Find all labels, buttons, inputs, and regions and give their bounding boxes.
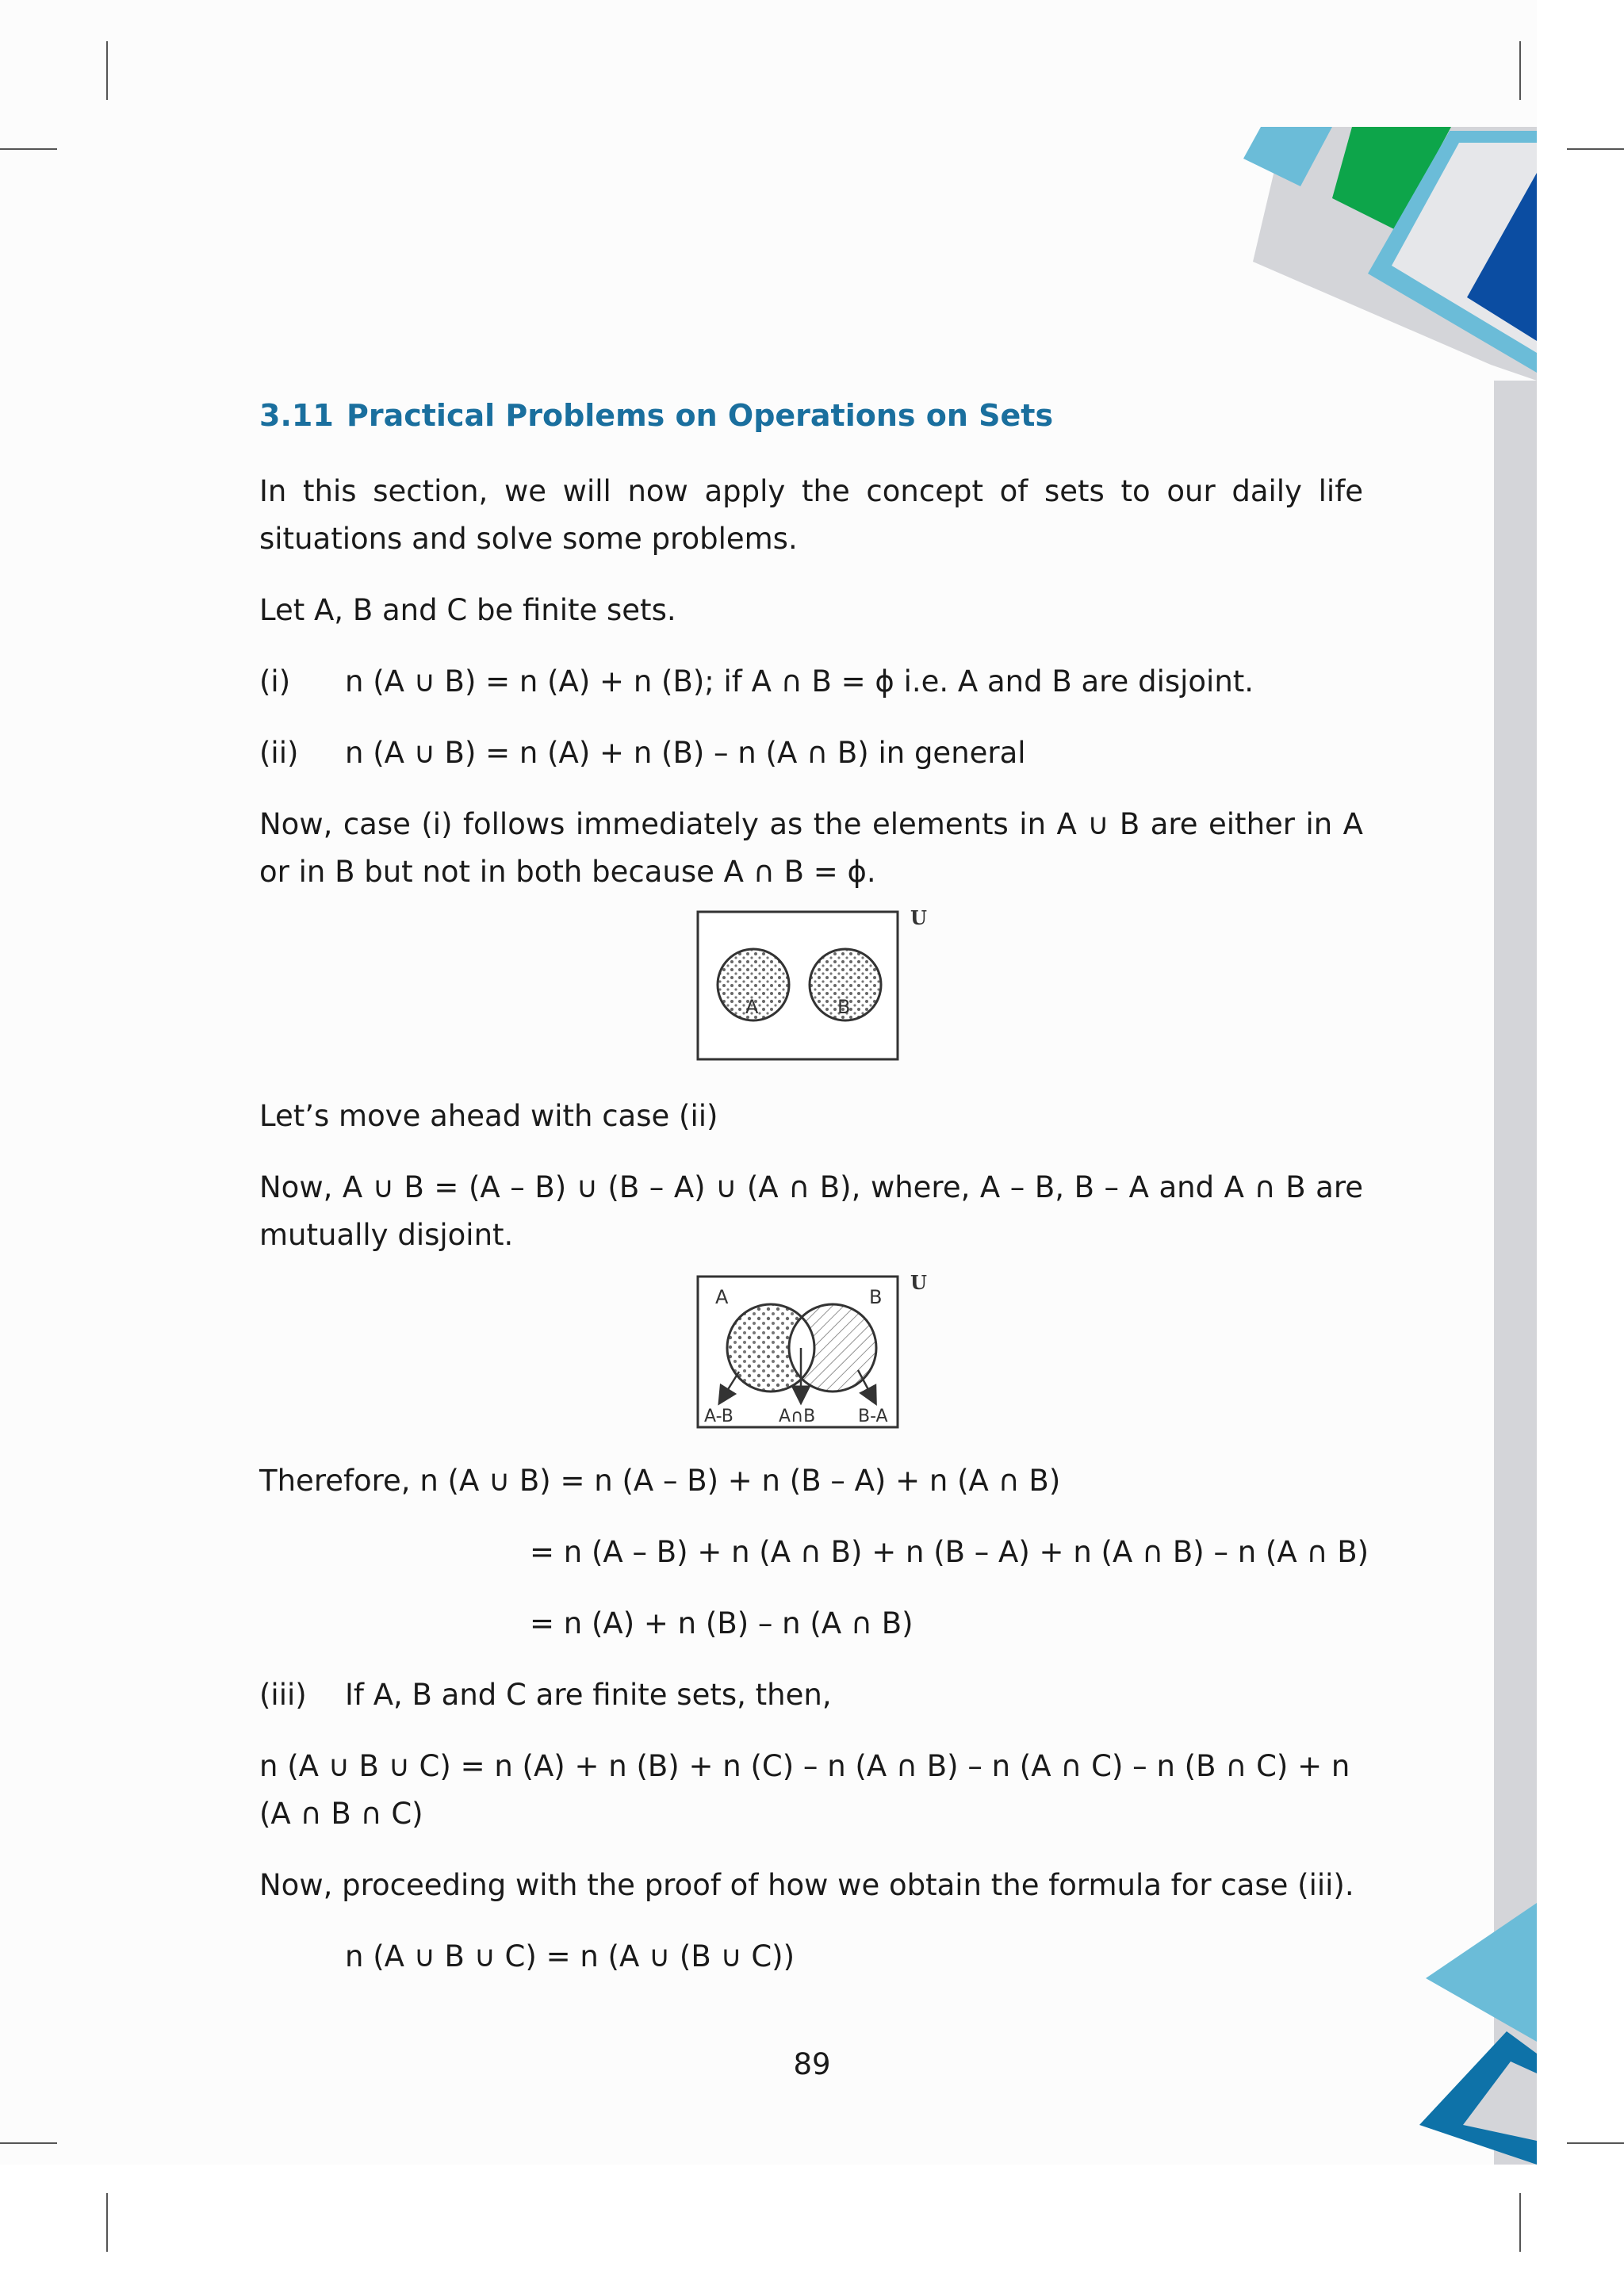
item-text: n (A ∪ B) = n (A) + n (B) – n (A ∩ B) in general — [345, 736, 1026, 770]
item-label: (i) — [259, 664, 291, 699]
list-item — [259, 658, 1369, 706]
case2-paragraph: Now, A ∪ B = (A – B) ∪ (B – A) ∪ (A ∩ B), where, A – B, B – A and A ∩ B are mutually disjoint. — [259, 1170, 1363, 1252]
set-b-label: B — [837, 996, 851, 1018]
derivation-line-2: = n (A – B) + n (A ∩ B) + n (B – A) + n (A ∩ B) – n (A ∩ B) — [530, 1535, 1369, 1569]
universe-label: U — [910, 906, 927, 929]
item-text: If A, B and C are finite sets, then, — [345, 1678, 832, 1712]
set-a-label: A — [745, 996, 759, 1018]
label-a-minus-b: A-B — [704, 1407, 733, 1426]
label-b-minus-a: B-A — [858, 1407, 888, 1426]
proceeding-paragraph: Now, proceeding with the proof of how we obtain the formula for case (iii). — [259, 1868, 1354, 1902]
set-b-label: B — [869, 1286, 883, 1308]
item-label: (iii) — [259, 1678, 307, 1712]
section-heading — [259, 398, 1053, 433]
item-text: n (A ∪ B) = n (A) + n (B); if A ∩ B = ϕ i.e. A and B are disjoint. — [345, 664, 1254, 699]
list-item — [259, 1671, 1369, 1719]
case1-paragraph: Now, case (i) follows immediately as the elements in A ∪ B are either in A or in B but not in both because A ∩ B = ϕ. — [259, 807, 1363, 889]
move-ahead-paragraph: Let’s move ahead with case (ii) — [259, 1099, 718, 1133]
intro-paragraph: In this section, we will now apply the concept of sets to our daily life situations and solve some problems. — [259, 474, 1363, 556]
derivation-line-1: Therefore, n (A ∪ B) = n (A – B) + n (B – A) + n (A ∩ B) — [259, 1464, 1061, 1498]
set-a-label: A — [715, 1286, 729, 1308]
label-a-int-b: A∩B — [779, 1407, 816, 1426]
let-paragraph: Let A, B and C be finite sets. — [259, 593, 676, 627]
venn-diagram-overlap — [690, 1269, 944, 1435]
proof-start-line: n (A ∪ B ∪ C) = n (A ∪ (B ∪ C)) — [345, 1939, 795, 1973]
case3-formula: n (A ∪ B ∪ C) = n (A) + n (B) + n (C) – n (A ∩ B) – n (A ∩ C) – n (B ∩ C) + n (A ∩ B ∩ C) — [259, 1749, 1350, 1831]
item-label: (ii) — [259, 736, 299, 770]
venn-diagram-disjoint — [690, 904, 944, 1062]
section-number: 3.11 — [259, 398, 334, 433]
page-number: 89 — [793, 2047, 831, 2081]
list-item — [259, 729, 1369, 777]
section-title: Practical Problems on Operations on Sets — [347, 398, 1054, 433]
universe-label: U — [910, 1271, 927, 1294]
derivation-line-3: = n (A) + n (B) – n (A ∩ B) — [530, 1606, 914, 1640]
